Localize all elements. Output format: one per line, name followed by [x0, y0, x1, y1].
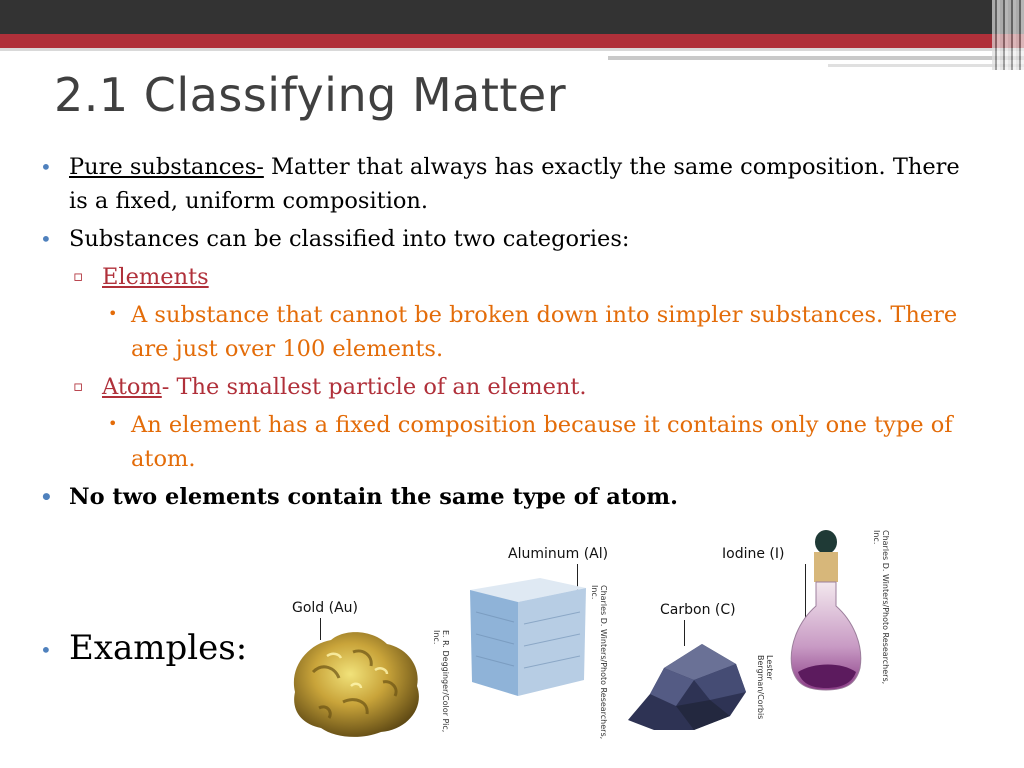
- examples-text: Examples:: [69, 628, 248, 668]
- bullet-examples: [40, 628, 247, 668]
- bullet-dot-icon: •: [40, 485, 53, 509]
- header-accent-line: [608, 56, 1024, 60]
- small-dot-icon: •: [108, 304, 118, 323]
- slide-title: 2.1 Classifying Matter: [54, 68, 567, 122]
- atom-detail-item: [40, 408, 980, 476]
- atom-definition: - The smallest particle of an element.: [161, 374, 587, 400]
- bullet-pure-substances: [40, 150, 980, 218]
- bullet-no-two-elements: [40, 480, 980, 514]
- atom-detail: An element has a fixed composition because it contains only one type of atom.: [131, 412, 953, 472]
- iodine-label: Iodine (I): [722, 546, 785, 562]
- iodine-photo-credit: Charles D. Winters/Photo Researchers, Inc.: [872, 530, 890, 685]
- atom-term: Atom: [102, 374, 162, 400]
- subbullet-elements: [40, 260, 980, 294]
- aluminum-photo-credit: Charles D. Winters/Photo Researchers, Inc.: [590, 585, 608, 740]
- carbon-photo-credit: Lester Bergman/Corbis: [756, 655, 774, 720]
- iodine-flask-image: [790, 528, 880, 698]
- elements-definition: A substance that cannot be broken down into simpler substances. There are just over 100 elements.: [131, 302, 958, 362]
- subbullet-atom: [40, 370, 980, 404]
- bullet-dot-icon: •: [40, 638, 52, 662]
- elements-definition-item: [40, 298, 980, 366]
- gold-photo-credit: E. R. Degginger/Color Pic, Inc.: [432, 630, 450, 733]
- aluminum-label: Aluminum (Al): [508, 546, 609, 562]
- two-categories-text: Substances can be classified into two categories:: [69, 226, 630, 252]
- bullet-dot-icon: •: [40, 155, 52, 179]
- square-bullet-icon: ▫: [73, 267, 84, 285]
- aluminum-cube-image: [464, 572, 592, 700]
- gold-label: Gold (Au): [292, 600, 359, 616]
- bullet-two-categories: [40, 222, 980, 256]
- gold-nugget-image: [283, 622, 431, 742]
- pure-substances-term: Pure substances-: [69, 154, 264, 180]
- slide-content: [40, 150, 980, 518]
- header-bar: [0, 0, 1024, 34]
- header-divider: [0, 48, 1024, 51]
- square-bullet-icon: ▫: [73, 377, 84, 395]
- header-stripes: [992, 0, 1024, 70]
- small-dot-icon: •: [108, 414, 118, 433]
- bullet-dot-icon: •: [40, 227, 52, 251]
- header-red-band: [0, 34, 1024, 48]
- carbon-rock-image: [624, 634, 754, 734]
- no-two-elements-text: No two elements contain the same type of atom.: [69, 484, 678, 510]
- elements-term: Elements: [102, 264, 209, 290]
- pure-substances-definition: Matter that always has exactly the same composition. There is a fixed, uniform composition.: [69, 154, 960, 214]
- carbon-label: Carbon (C): [660, 602, 736, 618]
